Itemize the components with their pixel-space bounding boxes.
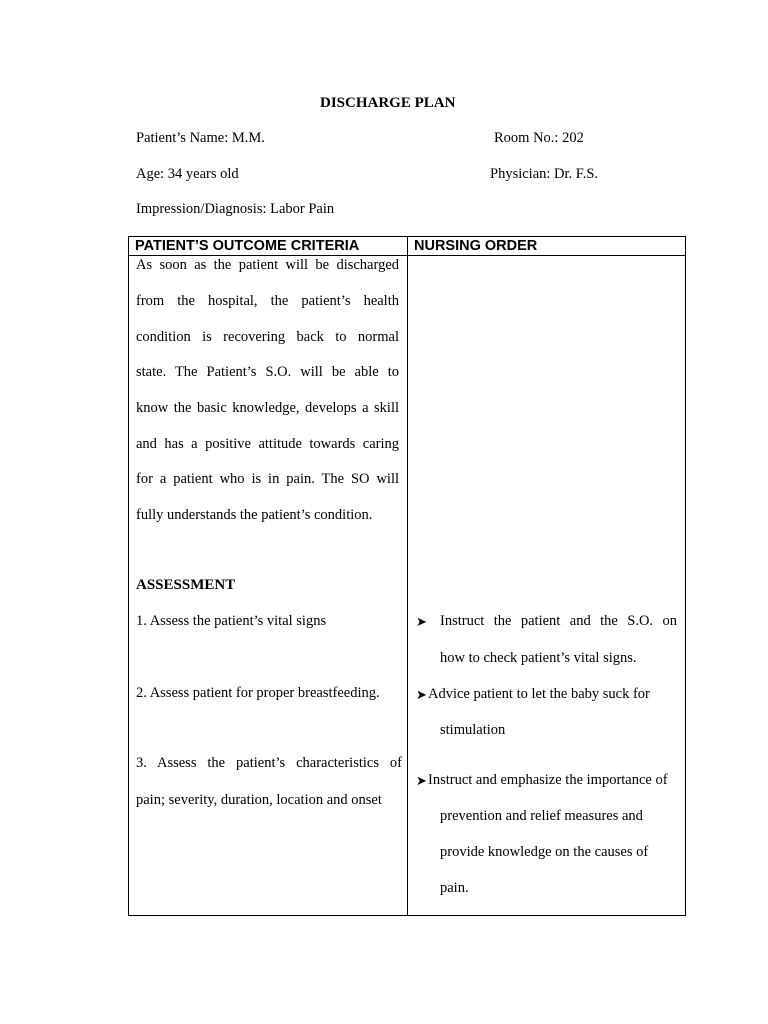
assessment-heading: ASSESSMENT	[136, 577, 236, 593]
arrow-bullet-icon: ➤	[416, 687, 427, 702]
assessment-item-3-cont: pain; severity, duration, location and onset	[136, 792, 382, 808]
arrow-bullet-icon: ➤	[416, 773, 427, 788]
patient-age: Age: 34 years old	[136, 166, 239, 182]
assessment-item-3: 3. Assess the patient’s characteristics of	[136, 755, 402, 771]
room-number: Room No.: 202	[494, 130, 584, 146]
nursing-order-3-cont: pain.	[440, 880, 469, 896]
nursing-order-2: Advice patient to let the baby suck for	[428, 686, 650, 702]
outcome-line: As soon as the patient will be discharged	[136, 257, 399, 273]
diagnosis: Impression/Diagnosis: Labor Pain	[136, 201, 335, 217]
nursing-order-header: NURSING ORDER	[414, 238, 538, 254]
outcome-line: condition is recovering back to normal	[136, 329, 399, 345]
physician: Physician: Dr. F.S.	[490, 166, 599, 182]
page-title: DISCHARGE PLAN	[320, 95, 456, 111]
outcome-line: from the hospital, the patient’s health	[136, 293, 399, 309]
outcome-line: for a patient who is in pain. The SO will	[136, 471, 399, 487]
outcome-line: know the basic knowledge, develops a skill	[136, 400, 399, 416]
nursing-order-3-cont: prevention and relief measures and	[440, 808, 643, 824]
assessment-item-2: 2. Assess patient for proper breastfeeding.	[136, 685, 380, 701]
outcome-line: state. The Patient’s S.O. will be able to	[136, 364, 399, 380]
outcome-line: and has a positive attitude towards caring	[136, 436, 399, 452]
outcome-line: fully understands the patient’s condition.	[136, 507, 373, 523]
nursing-order-1-cont: how to check patient’s vital signs.	[440, 650, 637, 666]
assessment-item-1: 1. Assess the patient’s vital signs	[136, 613, 327, 629]
nursing-order-1: Instruct the patient and the S.O. on	[440, 613, 677, 629]
nursing-order-3: Instruct and emphasize the importance of	[428, 772, 668, 788]
nursing-order-2-cont: stimulation	[440, 722, 506, 738]
arrow-bullet-icon: ➤	[416, 614, 427, 629]
outcome-criteria-header: PATIENT’S OUTCOME CRITERIA	[135, 238, 360, 254]
column-divider	[407, 237, 408, 915]
patient-name: Patient’s Name: M.M.	[136, 130, 265, 146]
nursing-order-3-cont: provide knowledge on the causes of	[440, 844, 649, 860]
care-plan-table	[128, 236, 686, 916]
